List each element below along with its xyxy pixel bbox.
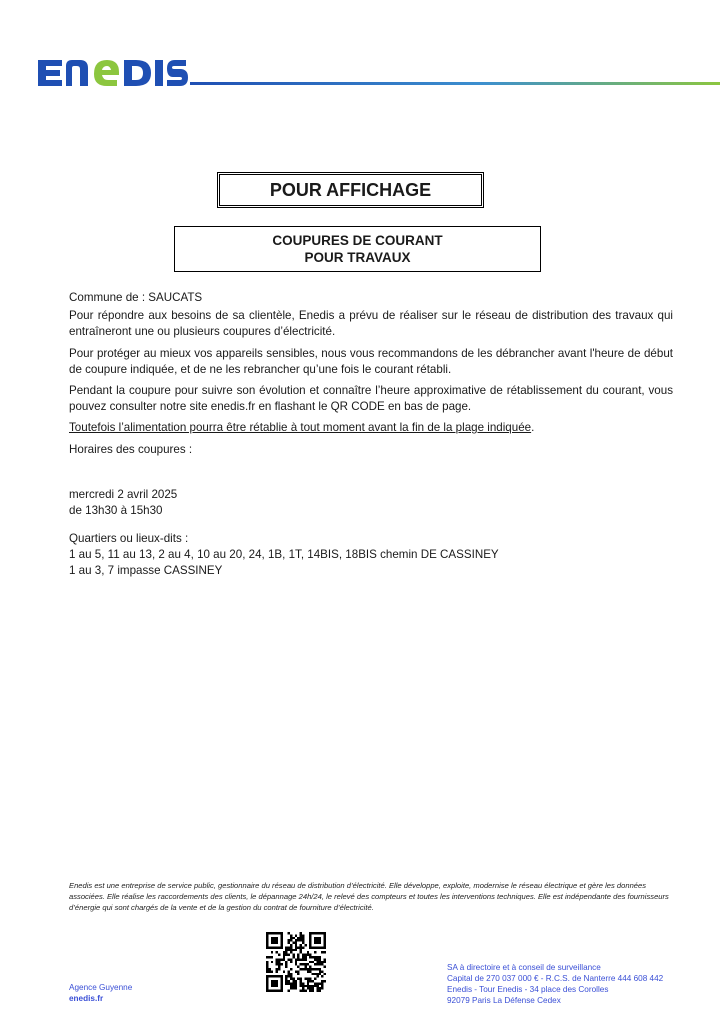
subtitle-line-2: POUR TRAVAUX	[304, 250, 411, 265]
subtitle-line-1: COUPURES DE COURANT	[272, 233, 443, 248]
company-line-4: 92079 Paris La Défense Cedex	[447, 996, 561, 1005]
title-box	[217, 172, 484, 208]
paragraph-1: Pour répondre aux besoins de sa clientèle, Enedis a prévu de réaliser sur le réseau de distribution des travaux qui entraîneront une ou plusieurs coupures d’électricité.	[69, 309, 673, 338]
enedis-logo-mark	[36, 52, 188, 88]
schedule-date: mercredi 2 avril 2025	[69, 488, 178, 501]
locations-label: Quartiers ou lieux-dits :	[69, 532, 189, 545]
paragraph-3: Pendant la coupure pour suivre son évolution et connaître l’heure approximative de rétablissement du courant, vous pouvez consulter notre site enedis.fr en flashant le QR CODE en bas de page.	[69, 384, 673, 413]
commune: Commune de : SAUCATS	[69, 291, 203, 304]
footer-agency	[69, 982, 132, 1004]
agency-name: Agence Guyenne	[69, 983, 133, 992]
location-item-2: 1 au 3, 7 impasse CASSINEY	[69, 564, 223, 577]
schedule-label: Horaires des coupures :	[69, 443, 193, 456]
paragraph-2: Pour protéger au mieux vos appareils sensibles, nous vous recommandons de les débrancher avant l'heure de début de coupure indiquée, et de ne les rebrancher qu’une fois le courant rétabli.	[69, 347, 673, 376]
location-item-1: 1 au 5, 11 au 13, 2 au 4, 10 au 20, 24, 1B, 1T, 14BIS, 18BIS chemin DE CASSINEY	[69, 548, 499, 561]
enedis-logo	[36, 52, 188, 88]
footer-company-info	[447, 962, 663, 1006]
schedule-time: de 13h30 à 15h30	[69, 504, 163, 517]
legal-notice: Enedis est une entreprise de service public, gestionnaire du réseau de distribution d’électricité. Elle développe, exploite, modernise le réseau électrique et gère les données associées. Elle réalise les raccordements des clients, le dépannage 24h/24, le relevé des compteurs et toutes les interventions techniques. Elle est indépendante des fournisseurs d’énergie qui sont chargés de la vente et de la gestion du contrat de fourniture d’électricité.	[69, 881, 669, 912]
qr-code-icon	[266, 932, 326, 992]
subtitle-box	[174, 226, 541, 272]
company-line-3: Enedis - Tour Enedis - 34 place des Corolles	[447, 985, 609, 994]
company-line-1: SA à directoire et à conseil de surveillance	[447, 963, 601, 972]
notice-end: .	[531, 421, 535, 434]
header-rule	[190, 82, 720, 85]
website-link[interactable]: enedis.fr	[69, 994, 104, 1003]
notice-text: Toutefois l’alimentation pourra être rétablie à tout moment avant la fin de la plage indiquée	[69, 421, 532, 434]
page-title: POUR AFFICHAGE	[269, 179, 432, 200]
notice	[69, 420, 673, 436]
company-line-2: Capital de 270 037 000 € - R.C.S. de Nanterre 444 608 442	[447, 974, 664, 983]
